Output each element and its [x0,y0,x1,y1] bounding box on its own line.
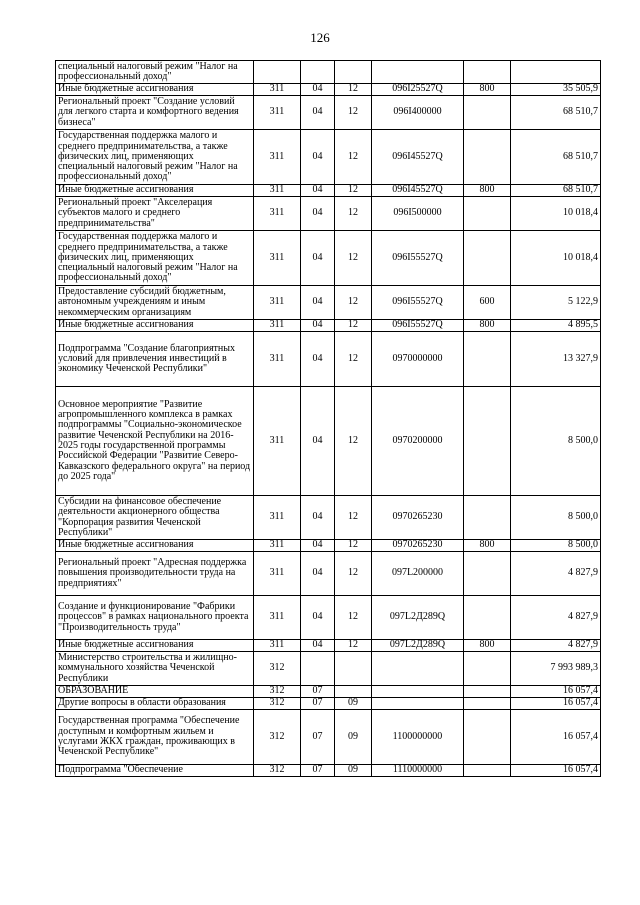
table-row [56,765,601,777]
subsection-code: 09 [335,710,372,765]
ministry-code: 311 [254,387,301,496]
subsection-code [335,652,372,686]
ministry-code: 311 [254,197,301,231]
amount: 68 510,7 [511,185,601,197]
amount: 10 018,4 [511,197,601,231]
item-name: специальный налоговый режим "Налог на профессиональный доход" [56,61,254,84]
item-name: Иные бюджетные ассигнования [56,84,254,96]
ministry-code: 311 [254,286,301,320]
section-code [301,61,335,84]
ministry-code: 312 [254,765,301,777]
ministry-code: 311 [254,640,301,652]
subsection-code: 12 [335,197,372,231]
amount: 4 827,9 [511,552,601,596]
ministry-code: 312 [254,686,301,698]
target-code: 096I55527Q [372,231,464,286]
section-code: 04 [301,496,335,540]
section-code: 07 [301,698,335,710]
table-row [56,387,601,496]
expense-type: 600 [464,286,511,320]
section-code: 04 [301,640,335,652]
ministry-code: 311 [254,540,301,552]
amount: 16 057,4 [511,686,601,698]
section-code: 04 [301,84,335,96]
subsection-code: 12 [335,96,372,130]
table-row [56,496,601,540]
section-code [301,652,335,686]
section-code: 04 [301,387,335,496]
subsection-code: 12 [335,286,372,320]
target-code: 096I400000 [372,96,464,130]
section-code: 04 [301,96,335,130]
section-code: 07 [301,765,335,777]
item-name: Подпрограмма "Создание благоприятных условий для привлечения инвестиций в экономику Чеченской Республики" [56,332,254,387]
expense-type [464,96,511,130]
table-row [56,84,601,96]
item-name: Региональный проект "Акселерация субъектов малого и среднего предпринимательства" [56,197,254,231]
expense-type [464,496,511,540]
expense-type: 800 [464,84,511,96]
item-name: Государственная программа "Обеспечение доступным и комфортным жильем и услугами ЖКХ граждан, проживающих в Чеченской Республике" [56,710,254,765]
expense-type [464,596,511,640]
amount: 13 327,9 [511,332,601,387]
table-row [56,61,601,84]
expense-type [464,387,511,496]
subsection-code: 12 [335,640,372,652]
subsection-code: 12 [335,231,372,286]
expense-type [464,698,511,710]
budget-table-body [56,61,601,777]
ministry-code: 312 [254,652,301,686]
target-code [372,686,464,698]
section-code: 04 [301,540,335,552]
section-code: 04 [301,231,335,286]
item-name: Иные бюджетные ассигнования [56,185,254,197]
item-name: Другие вопросы в области образования [56,698,254,710]
item-name: Субсидии на финансовое обеспечение деятельности акционерного общества "Корпорация развития Чеченской Республики" [56,496,254,540]
target-code: 097L2Д289Q [372,596,464,640]
amount: 8 500,0 [511,496,601,540]
amount: 4 827,9 [511,596,601,640]
target-code: 096I45527Q [372,130,464,185]
subsection-code: 12 [335,185,372,197]
amount: 8 500,0 [511,387,601,496]
item-name: Предоставление субсидий бюджетным, автономным учреждениям и иным некоммерческим организациям [56,286,254,320]
target-code [372,61,464,84]
table-row [56,686,601,698]
amount: 16 057,4 [511,710,601,765]
table-row [56,231,601,286]
section-code: 04 [301,320,335,332]
section-code: 04 [301,596,335,640]
item-name: Создание и функционирование "Фабрики процессов" в рамках национального проекта "Производительность труда" [56,596,254,640]
subsection-code: 12 [335,320,372,332]
item-name: Иные бюджетные ассигнования [56,640,254,652]
target-code: 096I55527Q [372,320,464,332]
subsection-code [335,686,372,698]
ministry-code: 311 [254,231,301,286]
target-code: 1100000000 [372,710,464,765]
amount: 68 510,7 [511,130,601,185]
ministry-code: 312 [254,710,301,765]
expense-type [464,231,511,286]
ministry-code: 311 [254,332,301,387]
table-row [56,320,601,332]
expense-type [464,197,511,231]
expense-type: 800 [464,320,511,332]
expense-type [464,130,511,185]
amount: 8 500,0 [511,540,601,552]
target-code [372,698,464,710]
amount: 4 827,9 [511,640,601,652]
item-name: Министерство строительства и жилищно-коммунального хозяйства Чеченской Республики [56,652,254,686]
ministry-code [254,61,301,84]
table-row [56,96,601,130]
amount: 10 018,4 [511,231,601,286]
table-row [56,286,601,320]
expense-type [464,765,511,777]
subsection-code: 09 [335,765,372,777]
ministry-code: 312 [254,698,301,710]
table-row [56,698,601,710]
section-code: 04 [301,552,335,596]
subsection-code: 12 [335,332,372,387]
subsection-code: 12 [335,540,372,552]
section-code: 04 [301,332,335,387]
item-name: Иные бюджетные ассигнования [56,540,254,552]
section-code: 04 [301,197,335,231]
section-code: 04 [301,286,335,320]
target-code: 0970265230 [372,540,464,552]
table-row [56,540,601,552]
target-code: 096I500000 [372,197,464,231]
expense-type: 800 [464,640,511,652]
expense-type [464,61,511,84]
item-name: ОБРАЗОВАНИЕ [56,686,254,698]
ministry-code: 311 [254,84,301,96]
subsection-code: 12 [335,84,372,96]
item-name: Основное мероприятие "Развитие агропромышленного комплекса в рамках подпрограммы "Социально-экономическое развитие Чеченской Республики на 2016-2025 годы государственной программы Российской Федерации "Развитие Северо-Кавказского федерального округа" на период до 2025 года" [56,387,254,496]
table-row [56,197,601,231]
table-row [56,596,601,640]
target-code: 0970265230 [372,496,464,540]
expense-type [464,710,511,765]
target-code [372,652,464,686]
table-row [56,332,601,387]
table-row [56,185,601,197]
expense-type [464,332,511,387]
subsection-code: 12 [335,496,372,540]
budget-table [55,60,601,777]
item-name: Региональный проект "Создание условий для легкого старта и комфортного ведения бизнеса" [56,96,254,130]
amount: 5 122,9 [511,286,601,320]
table-row [56,710,601,765]
section-code: 07 [301,686,335,698]
item-name: Региональный проект "Адресная поддержка повышения производительности труда на предприятиях" [56,552,254,596]
section-code: 04 [301,130,335,185]
amount [511,61,601,84]
expense-type: 800 [464,185,511,197]
subsection-code: 12 [335,387,372,496]
ministry-code: 311 [254,552,301,596]
target-code: 0970200000 [372,387,464,496]
amount: 7 993 989,3 [511,652,601,686]
target-code: 097L2Д289Q [372,640,464,652]
table-row [56,640,601,652]
item-name: Иные бюджетные ассигнования [56,320,254,332]
subsection-code: 12 [335,130,372,185]
target-code: 096I55527Q [372,286,464,320]
amount: 16 057,4 [511,698,601,710]
expense-type [464,552,511,596]
target-code: 096I45527Q [372,185,464,197]
expense-type: 800 [464,540,511,552]
item-name: Государственная поддержка малого и среднего предпринимательства, а также физических лиц, применяющих специальный налоговый режим "Налог на профессиональный доход" [56,231,254,286]
target-code: 097L200000 [372,552,464,596]
subsection-code: 09 [335,698,372,710]
ministry-code: 311 [254,130,301,185]
target-code: 1110000000 [372,765,464,777]
amount: 16 057,4 [511,765,601,777]
table-row [56,652,601,686]
subsection-code: 12 [335,596,372,640]
item-name: Подпрограмма "Обеспечение [56,765,254,777]
subsection-code [335,61,372,84]
ministry-code: 311 [254,96,301,130]
ministry-code: 311 [254,185,301,197]
expense-type [464,686,511,698]
ministry-code: 311 [254,496,301,540]
page-number: 126 [310,30,330,45]
section-code: 04 [301,185,335,197]
item-name: Государственная поддержка малого и среднего предпринимательства, а также физических лиц, применяющих специальный налоговый режим "Налог на профессиональный доход" [56,130,254,185]
ministry-code: 311 [254,320,301,332]
target-code: 096I25527Q [372,84,464,96]
table-row [56,130,601,185]
ministry-code: 311 [254,596,301,640]
amount: 35 505,9 [511,84,601,96]
amount: 4 895,5 [511,320,601,332]
subsection-code: 12 [335,552,372,596]
section-code: 07 [301,710,335,765]
expense-type [464,652,511,686]
target-code: 0970000000 [372,332,464,387]
table-row [56,552,601,596]
amount: 68 510,7 [511,96,601,130]
